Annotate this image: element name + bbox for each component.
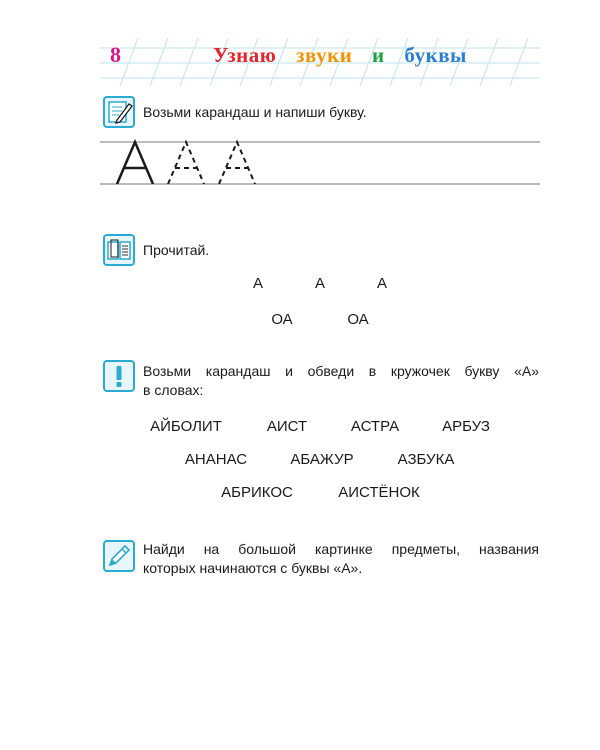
exclamation-icon: [103, 360, 135, 392]
page-number: 8: [110, 42, 121, 67]
title-word-3: и: [372, 43, 385, 67]
task-find-text-line2: которых начинаются с буквы «А».: [143, 560, 363, 576]
task-read-text: Прочитай.: [143, 242, 210, 258]
pencil-notebook-icon: [103, 96, 135, 128]
title-word-1: Узнаю: [213, 43, 277, 67]
book-icon: [103, 234, 135, 266]
task-write-text: Возьми карандаш и напиши букву.: [143, 104, 367, 120]
reading-syllable: ОА: [347, 311, 369, 328]
title-word-4: буквы: [404, 43, 467, 67]
word-item: АЙБОЛИТ: [150, 418, 222, 435]
reading-syllable: А: [314, 275, 326, 292]
word-item: АБРИКОС: [221, 484, 293, 501]
word-item: АСТРА: [350, 418, 400, 435]
reading-syllable: А: [376, 275, 388, 292]
word-item: АБАЖУР: [290, 451, 354, 468]
reading-syllable: ОА: [271, 311, 293, 328]
reading-syllable: А: [252, 275, 264, 292]
word-item: АРБУЗ: [442, 418, 490, 435]
task-find-text-line1: Найди на большой картинке предметы, названия: [143, 541, 539, 557]
word-item: АИСТЁНОК: [338, 484, 420, 501]
word-item: АНАНАС: [184, 451, 248, 468]
word-item: АИСТ: [266, 418, 308, 435]
task-circle-text-line2: в словах:: [143, 382, 204, 398]
header-title: [213, 43, 467, 68]
task-circle-text-line1: Возьми карандаш и обведи в кружочек букву «А»: [143, 363, 539, 379]
pencil-icon: [103, 540, 135, 572]
word-item: АЗБУКА: [397, 451, 455, 468]
letter-writing-lines: [100, 130, 540, 194]
title-word-2: звуки: [296, 43, 353, 67]
